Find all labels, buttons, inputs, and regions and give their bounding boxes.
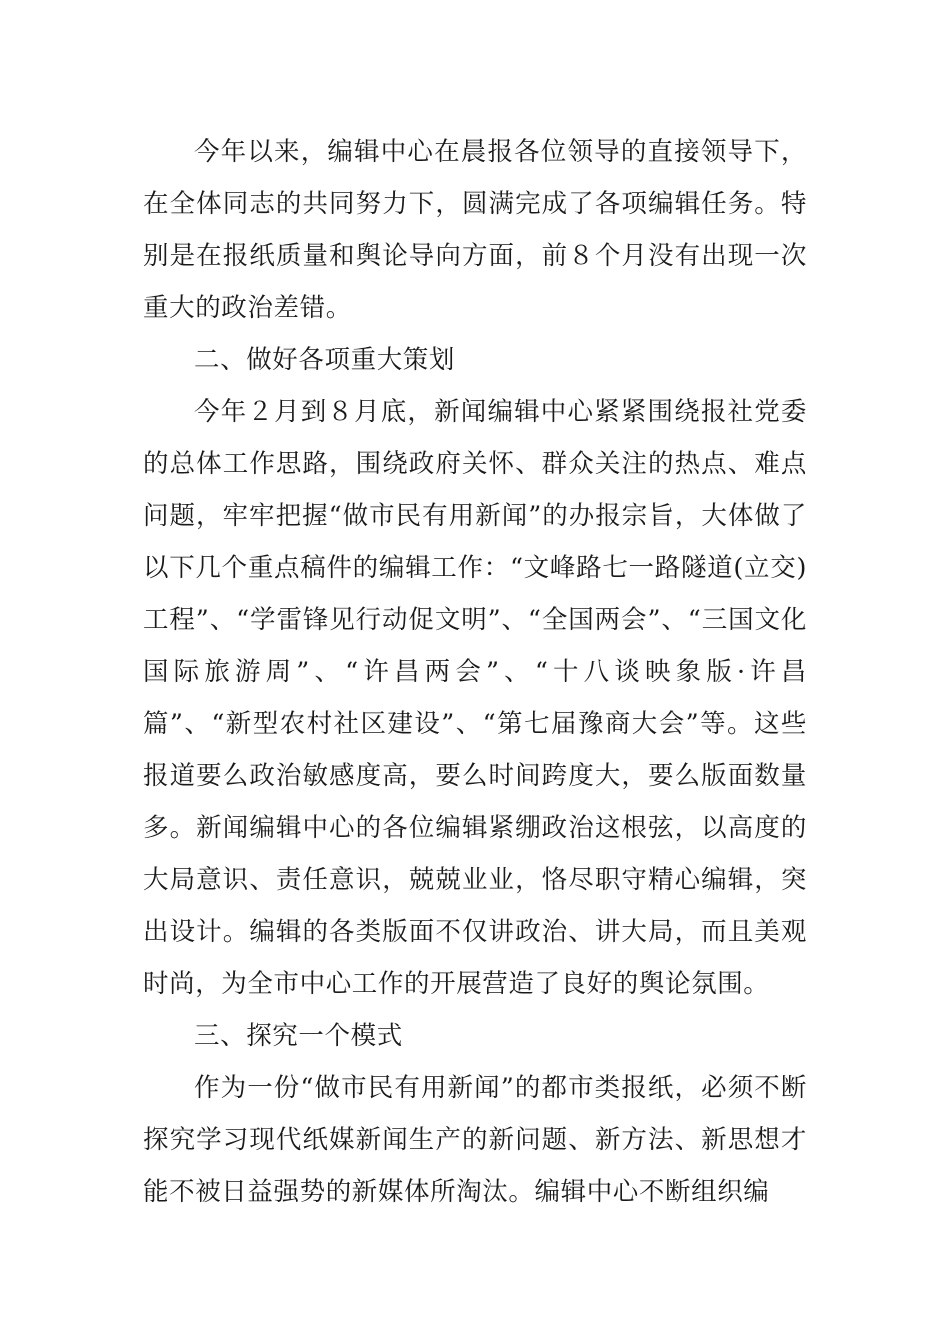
section-heading-3: 三、探究一个模式 [194,1021,403,1051]
paragraph-section-2: 今年２月到８月底，新闻编辑中心紧紧围绕报社党委的总体工作思路，围绕政府关怀、群众关注的热点、难点问题，牢牢把握“做市民有用新闻”的办报宗旨，大体做了以下几个重点稿件的编辑工作：“文峰路七一路隧道(立交)工程”、“学雷锋见行动促文明”、“全国两会”、“三国文化国际旅游周”、“许昌两会”、“十八谈映象版·许昌篇”、“新型农村社区建设”、“第七届豫商大会”等。这些报道要么政治敏感度高，要么时间跨度大，要么版面数量多。新闻编辑中心的各位编辑紧绷政治这根弦，以高度的大局意识、责任意识，兢兢业业，恪尽职守精心编辑，突出设计。编辑的各类版面不仅讲政治、讲大局，而且美观时尚，为全市中心工作的开展营造了良好的舆论氛围。 [143,397,807,999]
document-body [143,126,807,1218]
paragraph-section-3: 作为一份“做市民有用新闻”的都市类报纸，必须不断探究学习现代纸媒新闻生产的新问题、新方法、新思想才能不被日益强势的新媒体所淘汰。编辑中心不断组织编 [143,1073,807,1207]
paragraph-intro: 今年以来，编辑中心在晨报各位领导的直接领导下，在全体同志的共同努力下，圆满完成了各项编辑任务。特别是在报纸质量和舆论导向方面，前８个月没有出现一次重大的政治差错。 [143,137,807,323]
section-heading-2: 二、做好各项重大策划 [194,345,456,375]
